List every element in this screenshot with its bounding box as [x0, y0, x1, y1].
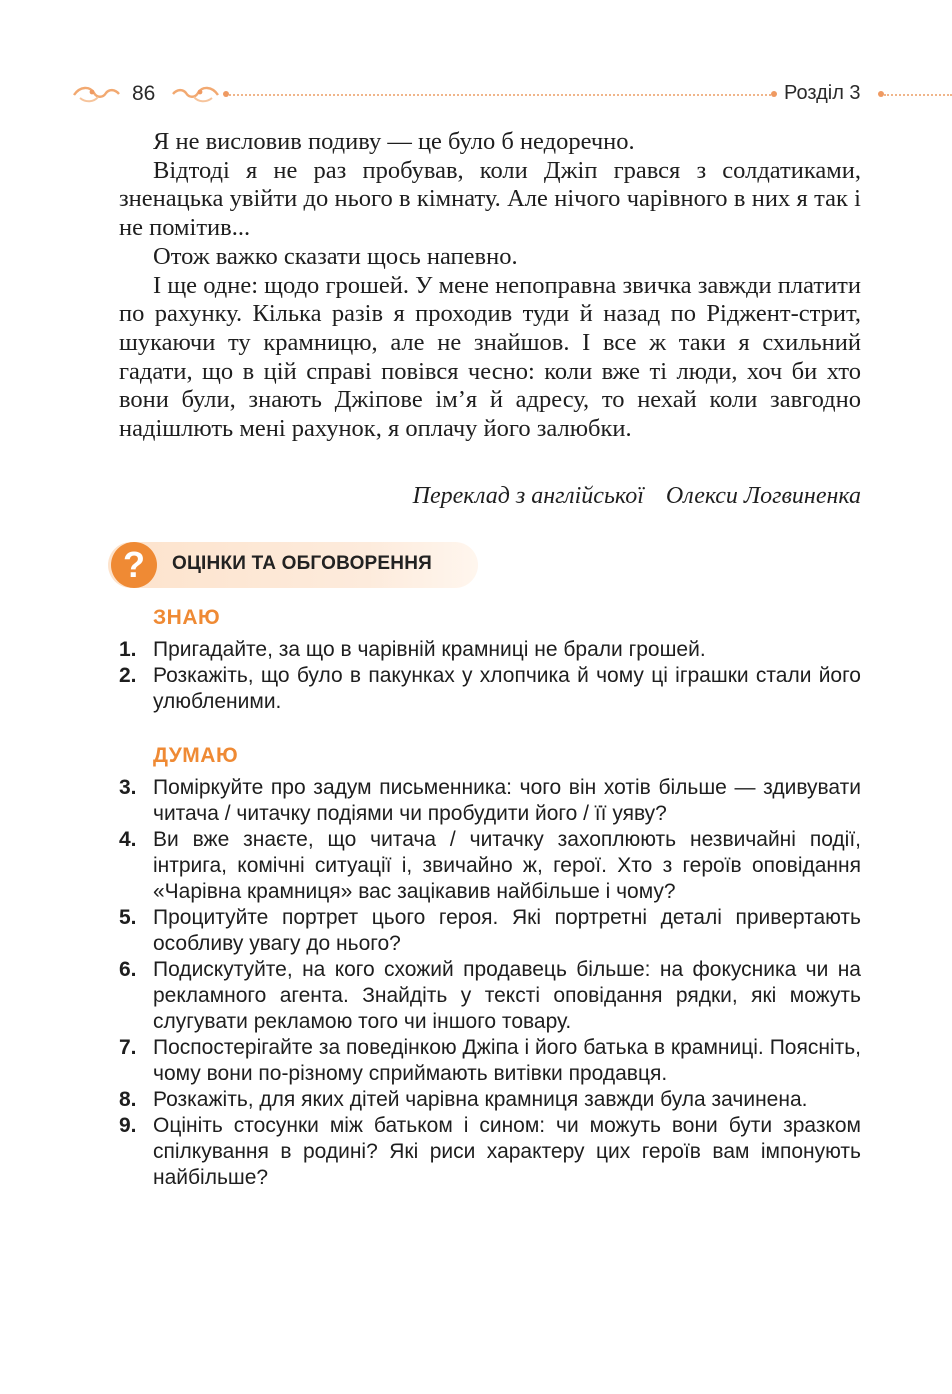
item-text: Оцініть стосунки між батьком і сином: чи можуть вони бути зразком спілкування в родині? Які риси характеру цих героїв вам імпонують найбільше?	[153, 1114, 861, 1189]
think-heading: ДУМАЮ	[153, 744, 239, 767]
item-number: 7.	[119, 1036, 137, 1059]
list-item	[119, 775, 861, 827]
rule-dot	[771, 91, 777, 97]
flourish-right-icon	[170, 83, 220, 105]
item-number: 3.	[119, 776, 137, 799]
credit-source: Переклад з англійської	[412, 483, 644, 509]
list-item	[119, 1035, 861, 1087]
section-title: ОЦІНКИ ТА ОБГОВОРЕННЯ	[172, 553, 433, 574]
item-text: Пригадайте, за що в чарівній крамниці не брали грошей.	[153, 638, 706, 661]
item-number: 4.	[119, 828, 137, 851]
know-heading: ЗНАЮ	[153, 606, 221, 629]
header-rule	[226, 94, 774, 96]
item-text: Поміркуйте про задум письменника: чого він хотів більше — здивувати читача / читачку подіями чи пробудити його / її уяву?	[153, 776, 861, 825]
item-number: 1.	[119, 638, 137, 661]
item-text: Процитуйте портрет цього героя. Які портретні деталі привертають особливу увагу до нього?	[153, 906, 861, 955]
list-item	[119, 1087, 861, 1113]
paragraph: Відтоді я не раз пробував, коли Джіп грався з солдатиками, зненацька увійти до нього в кімнату. Але нічого чарівного в них я так і не помітив...	[119, 156, 861, 242]
header-rule	[884, 94, 952, 96]
item-number: 8.	[119, 1088, 137, 1111]
item-text: Ви вже знаєте, що читача / читачку захоплюють незвичайні події, інтрига, комічні ситуації і, звичайно ж, герої. Хто з героїв оповідання «Чарівна крамниця» вас зацікавив найбільше і чому?	[153, 828, 861, 903]
list-item	[119, 905, 861, 957]
question-icon: ?	[111, 542, 157, 588]
list-item	[119, 663, 861, 715]
item-number: 2.	[119, 664, 137, 687]
item-text: Розкажіть, що було в пакунках у хлопчика й чому ці іграшки стали його улюбленими.	[153, 664, 861, 713]
story-text	[119, 128, 861, 444]
paragraph: Отож важко сказати щось напевно.	[153, 242, 518, 270]
list-item	[119, 957, 861, 1035]
know-list	[119, 637, 861, 715]
credit-translator: Олекси Логвиненка	[665, 483, 861, 509]
item-text: Поспостерігайте за поведінкою Джіпа і його батька в крамниці. Поясніть, чому вони по-різному сприймають витівки продавця.	[153, 1036, 861, 1085]
translation-credit	[119, 481, 861, 511]
paragraph: Я не висловив подиву — це було б недоречно.	[153, 128, 635, 155]
item-text: Подискутуйте, на кого схожий продавець більше: на фокусника чи на рекламного агента. Знайдіть у тексті оповідання рядки, які можуть слугувати рекламою того чи іншого товару.	[153, 958, 861, 1033]
item-number: 5.	[119, 906, 137, 929]
section-label: Розділ 3	[784, 82, 861, 104]
list-item	[119, 827, 861, 905]
flourish-left-icon	[72, 83, 122, 105]
list-item	[119, 1113, 861, 1191]
item-number: 6.	[119, 958, 137, 981]
page-header	[0, 80, 952, 110]
item-number: 9.	[119, 1114, 137, 1137]
think-list	[119, 775, 861, 1191]
paragraph: І ще одне: щодо грошей. У мене непоправна звичка завжди платити по рахунку. Кілька разів я проходив туди й назад по Ріджент-стрит, шукаючи ту крамницю, але не знайшов. І все ж таки я схильний гадати, що в цій справі повівся чесно: коли вже ті люди, хоч би хто вони були, знають Джіпове ім’я й адресу, то нехай коли завгодно надішлють мені рахунок, я оплачу його залюбки.	[119, 271, 861, 443]
page-number: 86	[132, 82, 156, 105]
rule-dot	[223, 91, 229, 97]
item-text: Розкажіть, для яких дітей чарівна крамниця завжди була зачинена.	[153, 1088, 808, 1111]
list-item	[119, 637, 861, 663]
